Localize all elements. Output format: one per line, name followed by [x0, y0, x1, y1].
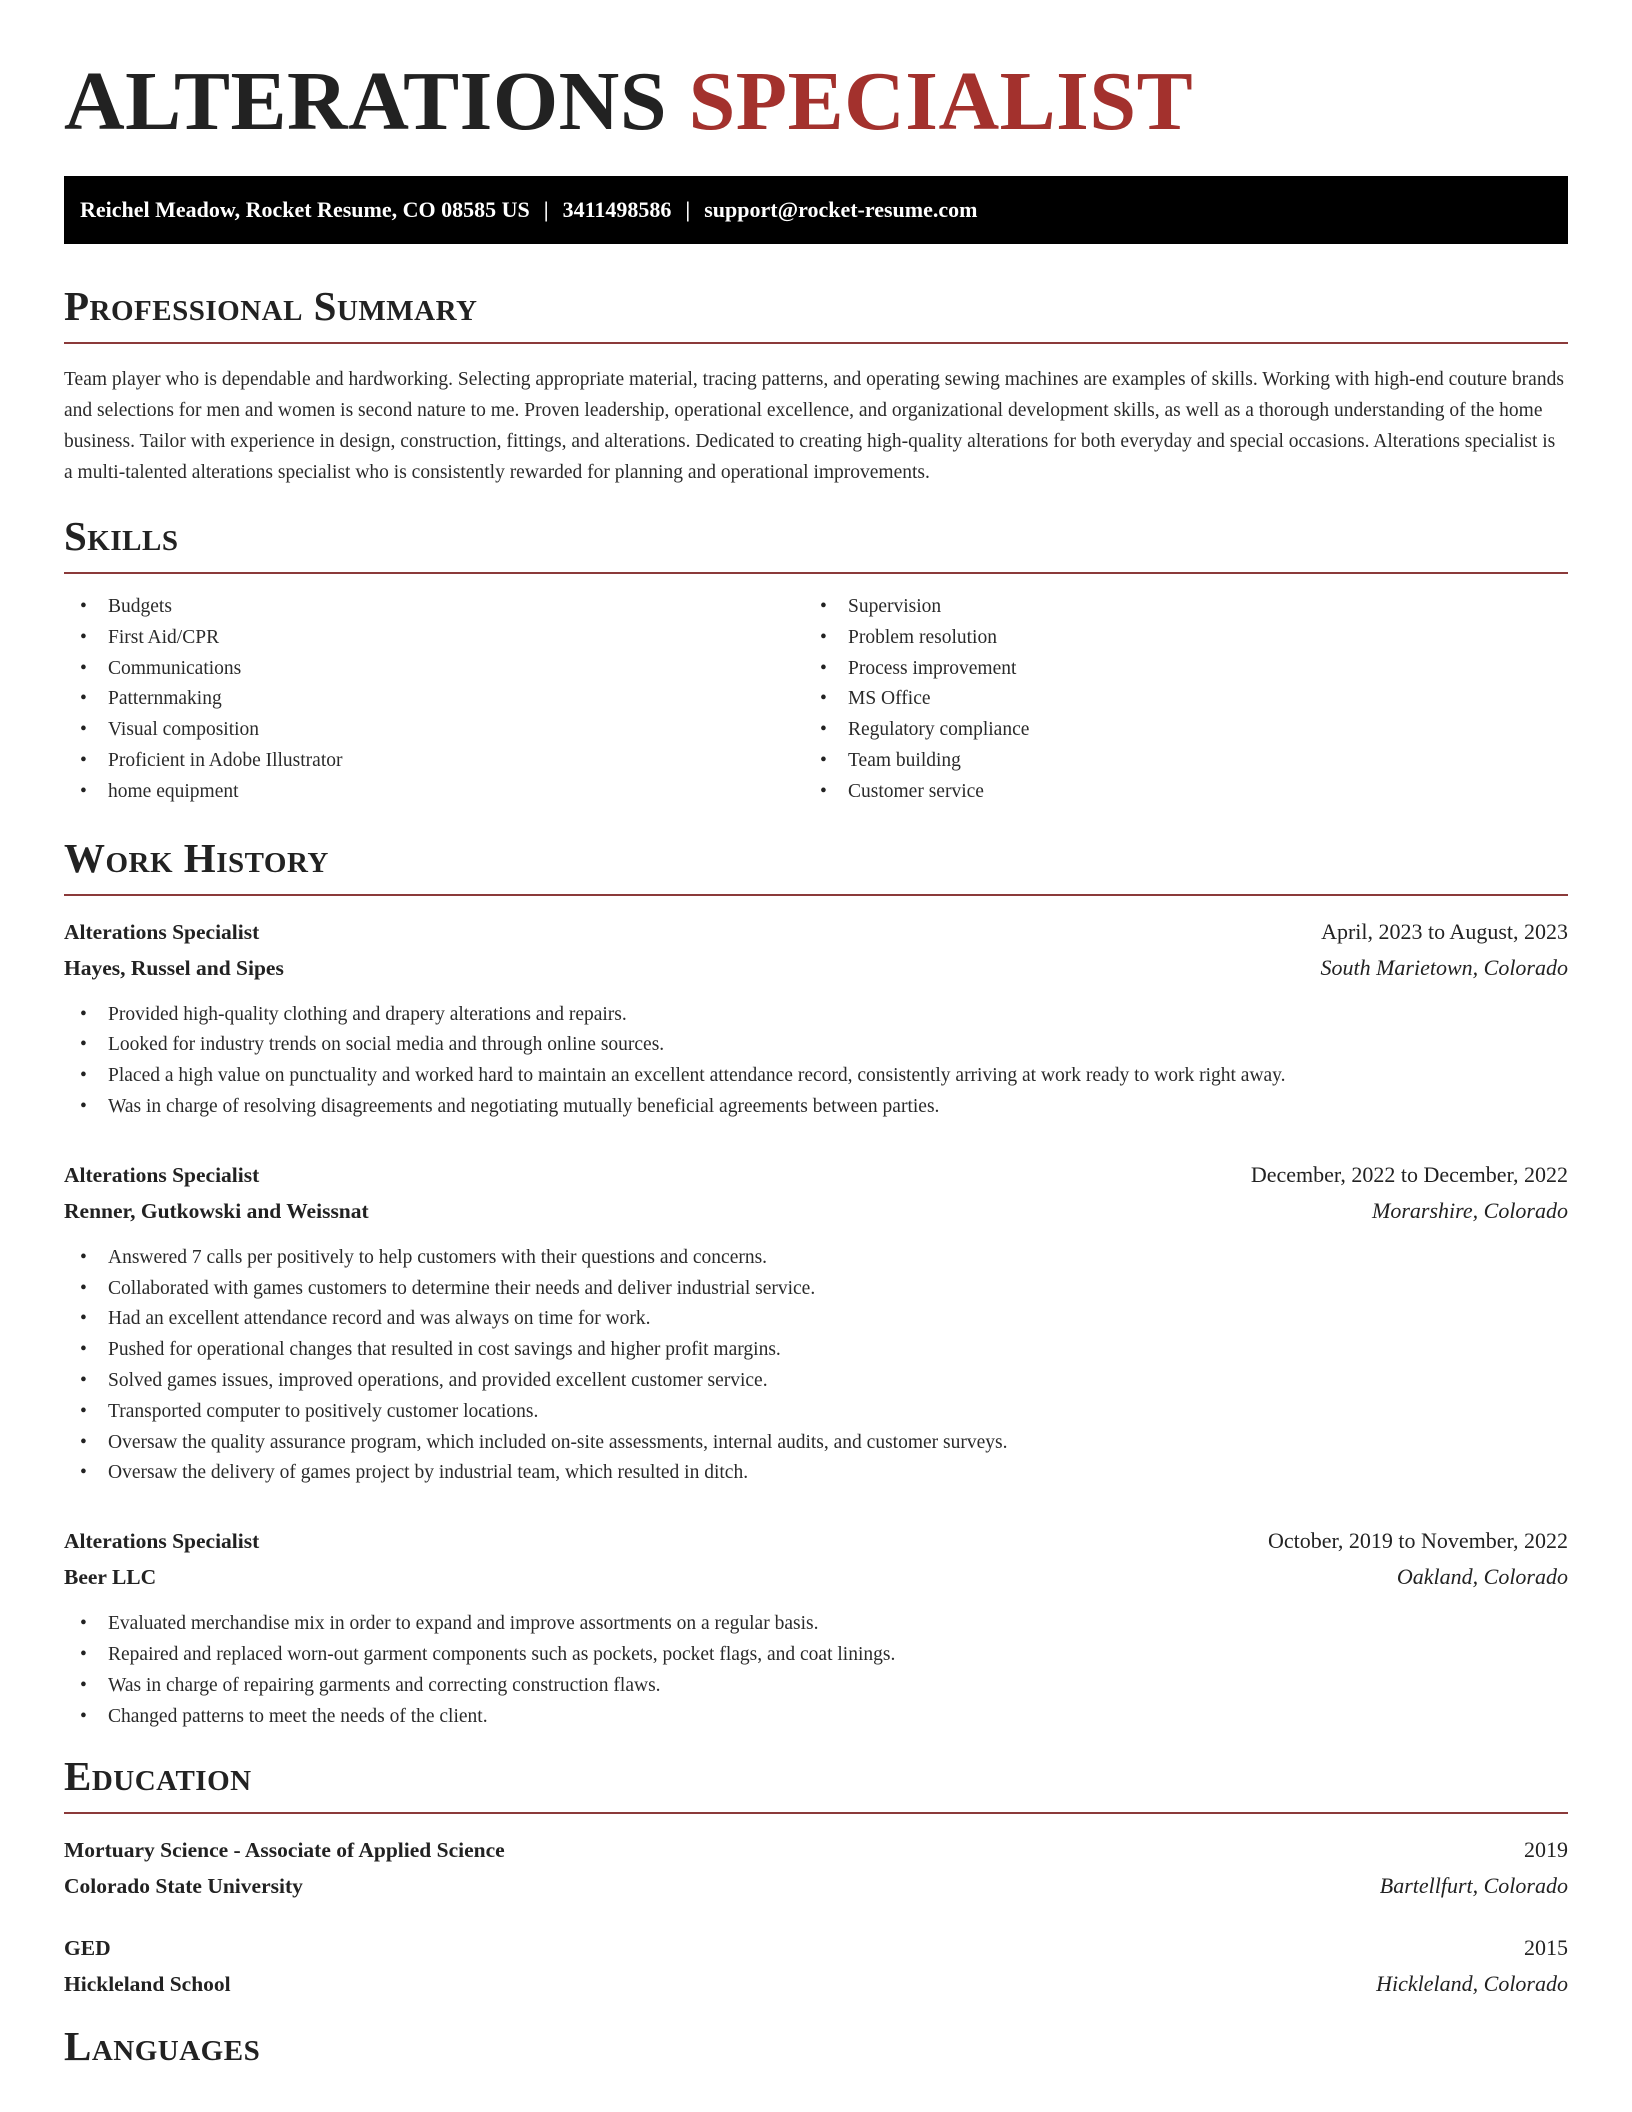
summary-text: Team player who is dependable and hardworking. Selecting appropriate material, tracing patterns, and operating sewing machines are examples of skills. Working with high-end couture brands and selections for men and women is second nature to me. Proven leadership, operational excellence, and organizational development skills, as well as a thorough understanding of the home business. Tailor with experience in design, construction, fittings, and alterations. Dedicated to creating high-quality alterations for both everyday and special occasions. Alterations specialist is a multi-talented alterations specialist who is consistently rewarded for planning and operational improvements. [64, 369, 1564, 483]
job-bullets [64, 1609, 1568, 1732]
job-location: Oakland, Colorado [1396, 1564, 1568, 1590]
contact-separator: | [543, 197, 549, 222]
job-location: South Marietown, Colorado [1320, 954, 1568, 980]
job-bullet: • Repaired and replaced worn-out garment components such as pockets, pocket flags, and coat linings. [64, 1640, 1568, 1671]
education-entry [64, 1930, 1568, 2002]
job-entry [64, 1157, 1568, 1489]
job-bullet: • Looked for industry trends on social media and through online sources. [64, 1030, 1568, 1061]
job-company: Beer LLC [64, 1565, 157, 1590]
job-bullet: • Answered 7 calls per positively to help customers with their questions and concerns. [64, 1243, 1568, 1274]
education-year: 2015 [1524, 1935, 1568, 1961]
education-school: Colorado State University [64, 1874, 303, 1899]
contact-address: Reichel Meadow, Rocket Resume, CO 08585 US [80, 197, 530, 222]
job-bullets [64, 1243, 1568, 1489]
job-location: Morarshire, Colorado [1372, 1197, 1568, 1223]
skill-item: • Patternmaking [64, 684, 804, 715]
job-dates: April, 2023 to August, 2023 [1321, 918, 1568, 944]
title-word-2: SPECIALIST [688, 55, 1194, 148]
skill-item: • Regulatory compliance [804, 715, 1544, 746]
skill-item: • Visual composition [64, 715, 804, 746]
education-year: 2019 [1524, 1837, 1568, 1863]
job-entry [64, 1523, 1568, 1732]
job-title: Alterations Specialist [64, 919, 260, 944]
education-degree: GED [64, 1936, 111, 1961]
education-location: Hickleland, Colorado [1376, 1971, 1568, 1997]
contact-bar [64, 176, 1568, 244]
skill-item: • Process improvement [804, 654, 1544, 685]
section-heading-summary: Professional Summary [64, 284, 1568, 344]
job-bullet: • Placed a high value on punctuality and worked hard to maintain an excellent attendance record, consistently arriving at work ready to work right away. [64, 1061, 1568, 1092]
job-bullet: • Changed patterns to meet the needs of the client. [64, 1702, 1568, 1733]
skill-item: • Customer service [804, 777, 1544, 808]
section-heading-education: Education [64, 1754, 1568, 1814]
contact-email: support@rocket-resume.com [704, 197, 978, 222]
job-title: Alterations Specialist [64, 1162, 260, 1187]
job-title: Alterations Specialist [64, 1529, 260, 1554]
skills-column-left [64, 592, 804, 808]
job-bullet: • Transported computer to positively customer locations. [64, 1397, 1568, 1428]
skill-item: • Team building [804, 746, 1544, 777]
job-bullet: • Pushed for operational changes that resulted in cost savings and higher profit margins. [64, 1335, 1568, 1366]
section-heading-skills: Skills [64, 514, 1568, 574]
job-bullet: • Solved games issues, improved operations, and provided excellent customer service. [64, 1366, 1568, 1397]
job-entry [64, 914, 1568, 1123]
education-degree: Mortuary Science - Associate of Applied Science [64, 1838, 505, 1863]
skills-column-right [804, 592, 1544, 808]
job-bullet: • Oversaw the delivery of games project by industrial team, which resulted in ditch. [64, 1458, 1568, 1489]
job-dates: October, 2019 to November, 2022 [1267, 1528, 1568, 1554]
skill-item: • Problem resolution [804, 623, 1544, 654]
job-bullet: • Had an excellent attendance record and was always on time for work. [64, 1304, 1568, 1335]
skill-item: • First Aid/CPR [64, 623, 804, 654]
job-bullet: • Was in charge of repairing garments and correcting construction flaws. [64, 1671, 1568, 1702]
resume-title [64, 0, 1568, 146]
job-bullet: • Collaborated with games customers to determine their needs and deliver industrial service. [64, 1274, 1568, 1305]
skill-item: • home equipment [64, 777, 804, 808]
job-bullet: • Evaluated merchandise mix in order to expand and improve assortments on a regular basis. [64, 1609, 1568, 1640]
education-location: Bartellfurt, Colorado [1379, 1873, 1568, 1899]
skills-list [64, 592, 1568, 808]
title-word-1: ALTERATIONS [64, 55, 668, 148]
education-entry [64, 1832, 1568, 1904]
education-school: Hickleland School [64, 1972, 231, 1997]
job-company: Renner, Gutkowski and Weissnat [64, 1198, 369, 1223]
skill-item: • Budgets [64, 592, 804, 623]
section-heading-languages: Languages [64, 2023, 261, 2070]
job-dates: December, 2022 to December, 2022 [1250, 1161, 1568, 1187]
skill-item: • MS Office [804, 684, 1544, 715]
skill-item: • Communications [64, 654, 804, 685]
contact-separator: | [685, 197, 691, 222]
job-bullet: • Was in charge of resolving disagreements and negotiating mutually beneficial agreements between parties. [64, 1092, 1568, 1123]
contact-phone: 3411498586 [562, 197, 672, 222]
job-bullets [64, 1000, 1568, 1123]
skill-item: • Supervision [804, 592, 1544, 623]
section-heading-work-history: Work History [64, 836, 1568, 896]
job-company: Hayes, Russel and Sipes [64, 955, 284, 980]
skill-item: • Proficient in Adobe Illustrator [64, 746, 804, 777]
job-bullet: • Provided high-quality clothing and drapery alterations and repairs. [64, 1000, 1568, 1031]
job-bullet: • Oversaw the quality assurance program, which included on-site assessments, internal audits, and customer surveys. [64, 1428, 1568, 1459]
